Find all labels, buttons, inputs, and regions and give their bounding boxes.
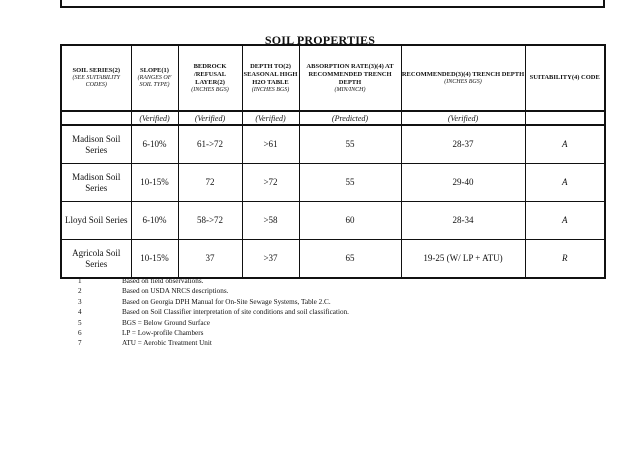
footnote-number: 5 [78,318,82,327]
table-row [61,125,605,164]
suitability-code-cell: A [525,202,605,240]
footnote-number: 1 [78,277,82,285]
suitability-code-cell: A [525,125,605,164]
column-header: ABSORPTION RATE(3)(4) AT RECOMMENDED TRENCH DEPTH (MIN/INCH) [299,45,401,111]
verification-cell [525,111,605,125]
soil-series-cell: Madison Soil Series [61,164,131,202]
verification-cell: (Verified) [401,111,525,125]
footnote-text: Based on field observations. [122,277,204,285]
verification-cell: (Verified) [242,111,299,125]
footnote-item [78,328,598,338]
bedrock-cell: 72 [178,164,242,202]
trench-depth-cell: 29-40 [401,164,525,202]
slope-cell: 10-15% [131,164,178,202]
absorption-cell: 65 [299,240,401,279]
footnote-number: 7 [78,339,82,348]
footnote-text: BGS = Below Ground Surface [122,318,210,327]
footnote-text: Based on Soil Classifier interpretation of site conditions and soil classification. [122,308,349,317]
depth-cell: >58 [242,202,299,240]
depth-cell: >37 [242,240,299,279]
footnote-text: LP = Low-profile Chambers [122,329,204,338]
table-header-row [61,45,605,111]
soil-series-cell: Lloyd Soil Series [61,202,131,240]
footnote-number: 3 [78,297,82,306]
table-row [61,164,605,202]
bedrock-cell: 61->72 [178,125,242,164]
footnote-number: 2 [78,287,82,296]
absorption-cell: 55 [299,164,401,202]
footnote-item [78,318,598,328]
bedrock-cell: 37 [178,240,242,279]
footnote-text: ATU = Aerobic Treatment Unit [122,339,212,348]
footnote-item [78,286,598,296]
column-header: SLOPE(1) (RANGES OF SOIL TYPE) [131,45,178,111]
column-header: DEPTH TO(2) SEASONAL HIGH H2O TABLE (INCHES BGS) [242,45,299,111]
soil-properties-table [60,44,606,279]
trench-depth-cell: 28-37 [401,125,525,164]
footnote-text: Based on Georgia DPH Manual for On-Site Sewage Systems, Table 2.C. [122,297,331,306]
table-row [61,202,605,240]
absorption-cell: 55 [299,125,401,164]
depth-cell: >72 [242,164,299,202]
footnote-item [78,297,598,307]
footnote-item [78,276,598,286]
verification-cell: (Predicted) [299,111,401,125]
page-title: SOIL PROPERTIES [264,33,376,47]
footnote-text: Based on USDA NRCS descriptions. [122,287,229,296]
verification-cell [61,111,131,125]
soil-series-cell: Agricola Soil Series [61,240,131,279]
depth-cell: >61 [242,125,299,164]
slope-cell: 6-10% [131,125,178,164]
trench-depth-cell: 19-25 (W/ LP + ATU) [401,240,525,279]
footnote-number: 4 [78,308,82,317]
verification-row [61,111,605,125]
column-header: RECOMMENDED(3)(4) TRENCH DEPTH (INCHES BGS) [401,45,525,111]
footnote-item [78,307,598,317]
footnote-item [78,338,598,348]
bedrock-cell: 58->72 [178,202,242,240]
table-row [61,240,605,279]
top-frame [60,0,605,8]
footnote-number: 6 [78,329,82,338]
column-header: SUITABILITY(4) CODE [525,45,605,111]
slope-cell: 6-10% [131,202,178,240]
absorption-cell: 60 [299,202,401,240]
suitability-code-cell: R [525,240,605,279]
column-header: SOIL SERIES(2) (SEE SUITABILITY CODES) [61,45,131,111]
slope-cell: 10-15% [131,240,178,279]
column-header: BEDROCK /REFUSAL LAYER(2) (INCHES BGS) [178,45,242,111]
suitability-code-cell: A [525,164,605,202]
footnotes [78,276,598,349]
verification-cell: (Verified) [131,111,178,125]
trench-depth-cell: 28-34 [401,202,525,240]
verification-cell: (Verified) [178,111,242,125]
soil-series-cell: Madison Soil Series [61,125,131,164]
